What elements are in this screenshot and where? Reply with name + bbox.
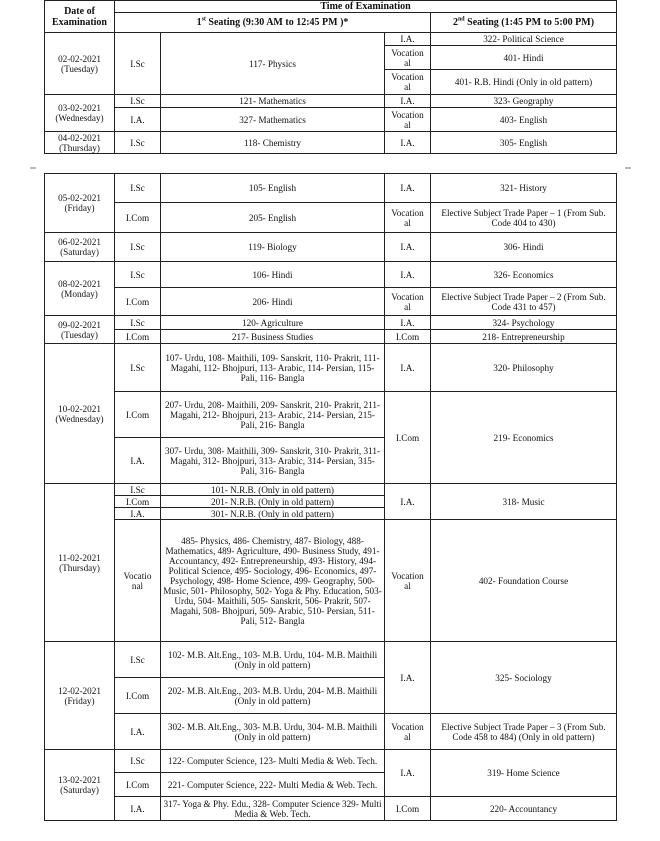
subject-cell: 322- Political Science bbox=[431, 33, 617, 46]
page-break-mark-left bbox=[30, 167, 36, 169]
subject-cell: 218- Entrepreneurship bbox=[431, 330, 617, 344]
subject-cell: 217- Business Studies bbox=[161, 330, 385, 344]
stream-cell: I.Com bbox=[385, 330, 431, 344]
exam-date bbox=[45, 344, 115, 484]
subject-cell: 120- Agriculture bbox=[161, 316, 385, 330]
subject-cell: 106- Hindi bbox=[161, 262, 385, 288]
exam-date bbox=[45, 95, 115, 132]
subject-cell: 122- Computer Science, 123- Multi Media & Web. Tech. bbox=[161, 750, 385, 773]
subject-cell: 317- Yoga & Phy. Edu., 328- Computer Science 329- Multi Media & Web. Tech. bbox=[161, 797, 385, 821]
exam-date bbox=[45, 174, 115, 233]
subject-cell: 401- R.B. Hindi (Only in old pattern) bbox=[431, 70, 617, 95]
date-text: 03-02-2021 bbox=[58, 103, 101, 113]
stream-cell: Vocation al bbox=[385, 288, 431, 316]
stream-cell: I.Sc bbox=[115, 344, 161, 392]
stream-cell: Vocation al bbox=[385, 714, 431, 750]
subject-cell: 118- Chemistry bbox=[161, 132, 385, 154]
exam-date bbox=[45, 316, 115, 344]
stream-cell: I.Com bbox=[115, 330, 161, 344]
day-text: (Thursday) bbox=[59, 562, 100, 573]
exam-date bbox=[45, 262, 115, 316]
subject-cell: 327- Mathematics bbox=[161, 108, 385, 132]
day-text: (Friday) bbox=[64, 203, 95, 213]
subject-cell: 219- Economics bbox=[431, 392, 617, 484]
date-text: 13-02-2021 bbox=[58, 775, 101, 785]
stream-cell: I.Sc bbox=[115, 95, 161, 108]
day-text: (Thursday) bbox=[59, 142, 100, 153]
subject-cell: 485- Physics, 486- Chemistry, 487- Biology, 488- Mathematics, 489- Agriculture, 490- Business Study, 491- Accountancy, 492- Entrepreneurship, 493- History, 494- Political Science, 495- Sociology, 496- Economics, 497- Psychology, 498- Home Science, 499- Geography, 500- Music, 501- Philosophy, 502- Yoga & Phy. Education, 503- Urdu, 504- Maithili, 505- Sanskrit, 506- Prakrit, 507- Magahi, 508- Bhojpuri, 509- Arabic, 510- Persian, 511- Pali, 512- Bangla bbox=[161, 520, 385, 642]
stream-cell: Vocation al bbox=[385, 520, 431, 642]
subject-cell: 119- Biology bbox=[161, 233, 385, 262]
subject-cell: 401- Hindi bbox=[431, 46, 617, 70]
exam-date bbox=[45, 132, 115, 154]
day-text: (Wednesday) bbox=[55, 113, 104, 123]
stream-cell: I.A. bbox=[115, 714, 161, 750]
day-text: (Friday) bbox=[64, 695, 95, 706]
subject-cell: 321- History bbox=[431, 174, 617, 203]
day-text: (Saturday) bbox=[60, 785, 99, 795]
subject-cell: 320- Philosophy bbox=[431, 344, 617, 392]
stream-cell: I.Com bbox=[385, 392, 431, 484]
time-header: Time of Examination bbox=[115, 1, 617, 13]
subject-cell: 402- Foundation Course bbox=[431, 520, 617, 642]
page-break bbox=[0, 163, 660, 173]
subject-cell: 121- Mathematics bbox=[161, 95, 385, 108]
first-sitting-header bbox=[115, 13, 431, 33]
second-sitting-ord: 2 bbox=[452, 17, 458, 28]
stream-cell: I.A. bbox=[115, 797, 161, 821]
subject-cell: 201- N.R.B. (Only in old pattern) bbox=[161, 496, 385, 508]
subject-cell: 318- Music bbox=[431, 484, 617, 520]
subject-cell: 107- Urdu, 108- Maithili, 109- Sanskrit, 110- Prakrit, 111- Magahi, 112- Bhojpuri, 113- Arabic, 114- Persian, 115- Pali, 116- Bangla bbox=[161, 344, 385, 392]
stream-cell: Vocation al bbox=[385, 203, 431, 233]
stream-cell: I.A. bbox=[385, 174, 431, 203]
day-text: (Saturday) bbox=[60, 247, 99, 257]
first-sitting-ord: 1 bbox=[196, 17, 202, 28]
stream-cell: I.A. bbox=[385, 750, 431, 797]
second-sitting-sup: nd bbox=[457, 16, 465, 23]
stream-cell: I.A. bbox=[115, 508, 161, 520]
stream-cell: I.A. bbox=[385, 33, 431, 46]
first-sitting-label: Seating (9:30 AM to 12:45 PM )* bbox=[205, 17, 349, 28]
subject-cell: 101- N.R.B. (Only in old pattern) bbox=[161, 484, 385, 496]
stream-cell: Vocation al bbox=[385, 108, 431, 132]
stream-cell: I.Com bbox=[115, 496, 161, 508]
subject-cell: 323- Geography bbox=[431, 95, 617, 108]
stream-cell: I.Sc bbox=[115, 484, 161, 496]
subject-cell: 305- English bbox=[431, 132, 617, 154]
exam-schedule-table-top bbox=[44, 0, 617, 154]
stream-cell: I.Com bbox=[115, 392, 161, 438]
subject-cell: 206- Hindi bbox=[161, 288, 385, 316]
subject-cell: 220- Accountancy bbox=[431, 797, 617, 821]
stream-cell: Vocation al bbox=[385, 46, 431, 70]
subject-cell: 325- Sociology bbox=[431, 642, 617, 714]
exam-schedule-table-bottom bbox=[44, 173, 617, 821]
date-text: 11-02-2021 bbox=[58, 552, 101, 563]
stream-cell: Vocation al bbox=[385, 70, 431, 95]
first-sitting-sup: st bbox=[201, 16, 206, 23]
subject-cell: 205- English bbox=[161, 203, 385, 233]
date-text: 04-02-2021 bbox=[58, 132, 101, 143]
stream-cell: I.Com bbox=[115, 678, 161, 714]
day-text: (Wednesday) bbox=[55, 413, 104, 424]
date-text: 05-02-2021 bbox=[58, 193, 101, 203]
subject-cell: 306- Hindi bbox=[431, 233, 617, 262]
exam-date bbox=[45, 750, 115, 821]
date-text: 02-02-2021 bbox=[58, 53, 101, 64]
stream-cell: I.Sc bbox=[115, 262, 161, 288]
exam-date bbox=[45, 484, 115, 642]
date-text: 10-02-2021 bbox=[58, 403, 101, 414]
stream-cell: I.A. bbox=[115, 108, 161, 132]
date-text: 06-02-2021 bbox=[58, 237, 101, 247]
second-sitting-header bbox=[431, 13, 617, 33]
stream-cell: I.A. bbox=[385, 484, 431, 520]
subject-cell: 302- M.B. Alt.Eng., 303- M.B. Urdu, 304- M.B. Maithili (Only in old pattern) bbox=[161, 714, 385, 750]
stream-cell: I.Com bbox=[115, 773, 161, 797]
subject-cell: 403- English bbox=[431, 108, 617, 132]
stream-cell: I.Com bbox=[115, 288, 161, 316]
date-text: 09-02-2021 bbox=[58, 319, 101, 330]
subject-cell: 307- Urdu, 308- Maithili, 309- Sanskrit, 310- Prakrit, 311- Magahi, 312- Bhojpuri, 313- Arabic, 314- Persian, 315- Pali, 316- Bangla bbox=[161, 438, 385, 484]
subject-cell: 202- M.B. Alt.Eng., 203- M.B. Urdu, 204- M.B. Maithili (Only in old pattern) bbox=[161, 678, 385, 714]
stream-cell: I.A. bbox=[385, 316, 431, 330]
exam-date bbox=[45, 642, 115, 750]
date-text: 08-02-2021 bbox=[58, 278, 101, 289]
stream-cell: I.A. bbox=[385, 132, 431, 154]
stream-cell: I.A. bbox=[115, 438, 161, 484]
date-text: 12-02-2021 bbox=[58, 685, 101, 696]
day-text: (Tuesday) bbox=[61, 63, 98, 74]
stream-cell: I.Sc bbox=[115, 33, 161, 95]
stream-cell: I.Sc bbox=[115, 233, 161, 262]
stream-cell: Vocatio nal bbox=[115, 520, 161, 642]
page-break-mark-right bbox=[625, 167, 631, 169]
stream-cell: I.Com bbox=[115, 203, 161, 233]
subject-cell: Elective Subject Trade Paper – 3 (From Sub. Code 458 to 484) (Only in old pattern) bbox=[431, 714, 617, 750]
subject-cell: 319- Home Science bbox=[431, 750, 617, 797]
second-sitting-label: Seating (1:45 PM to 5:00 PM) bbox=[464, 17, 595, 28]
stream-cell: I.Sc bbox=[115, 316, 161, 330]
stream-cell: I.Sc bbox=[115, 750, 161, 773]
exam-date bbox=[45, 233, 115, 262]
subject-cell: 324- Psychology bbox=[431, 316, 617, 330]
subject-cell: Elective Subject Trade Paper – 1 (From Sub. Code 404 to 430) bbox=[431, 203, 617, 233]
day-text: (Monday) bbox=[61, 288, 98, 299]
subject-cell: 207- Urdu, 208- Maithili, 209- Sanskrit, 210- Prakrit, 211- Magahi, 212- Bhojpuri, 213- Arabic, 214- Persian, 215- Pali, 216- Bangla bbox=[161, 392, 385, 438]
subject-cell: 105- English bbox=[161, 174, 385, 203]
stream-cell: I.A. bbox=[385, 262, 431, 288]
stream-cell: I.Sc bbox=[115, 174, 161, 203]
subject-cell: 301- N.R.B. (Only in old pattern) bbox=[161, 508, 385, 520]
subject-cell: Elective Subject Trade Paper – 2 (From Sub. Code 431 to 457) bbox=[431, 288, 617, 316]
stream-cell: I.Com bbox=[385, 797, 431, 821]
stream-cell: I.Sc bbox=[115, 132, 161, 154]
stream-cell: I.A. bbox=[385, 233, 431, 262]
stream-cell: I.A. bbox=[385, 344, 431, 392]
subject-cell: 221- Computer Science, 222- Multi Media & Web. Tech. bbox=[161, 773, 385, 797]
stream-cell: I.A. bbox=[385, 642, 431, 714]
subject-cell: 117- Physics bbox=[161, 33, 385, 95]
stream-cell: I.A. bbox=[385, 95, 431, 108]
subject-cell: 326- Economics bbox=[431, 262, 617, 288]
stream-cell: I.Sc bbox=[115, 642, 161, 678]
exam-date bbox=[45, 33, 115, 95]
date-header: Date of Examination bbox=[45, 1, 115, 33]
day-text: (Tuesday) bbox=[61, 329, 98, 340]
subject-cell: 102- M.B. Alt.Eng., 103- M.B. Urdu, 104- M.B. Maithili (Only in old pattern) bbox=[161, 642, 385, 678]
